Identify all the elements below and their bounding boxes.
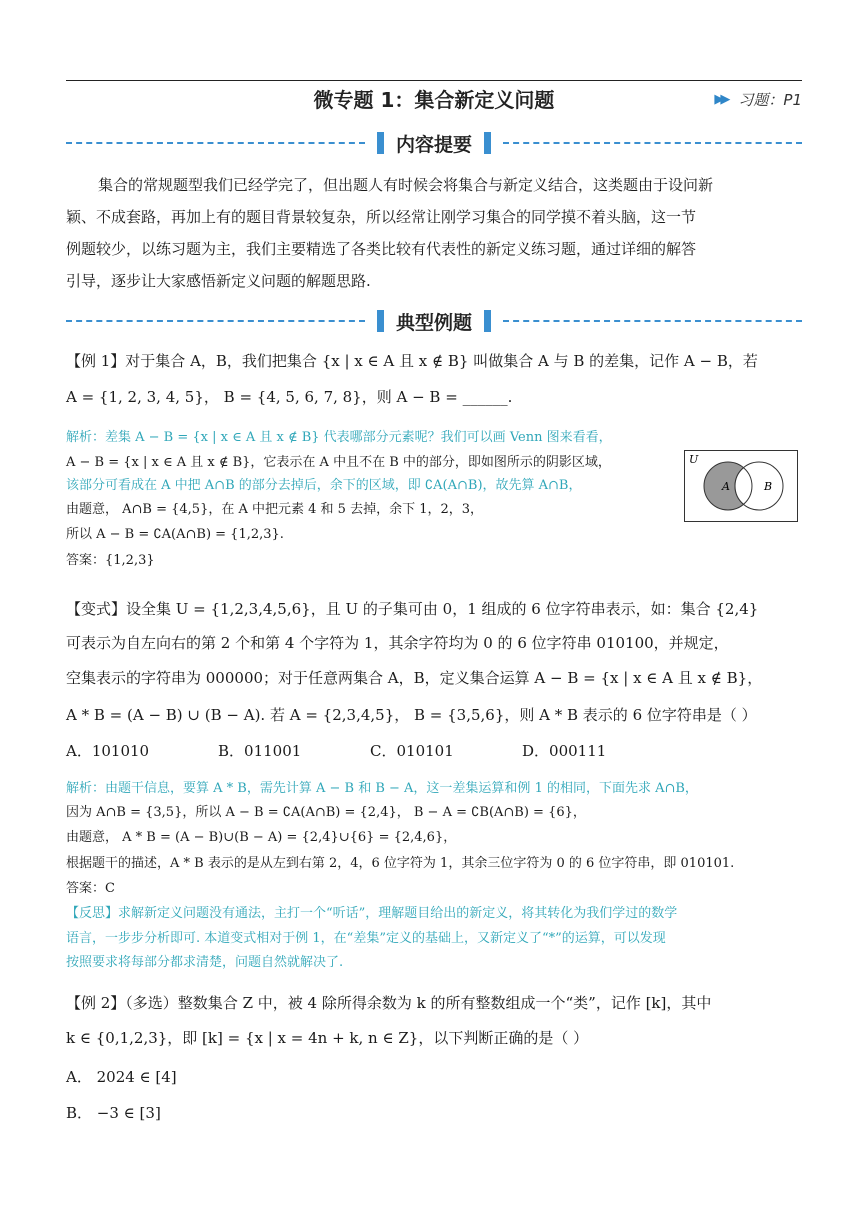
venn-label-b: B: [764, 480, 773, 493]
variant-option-a: A．101010: [66, 742, 150, 760]
reflection-line: 语言，一步步分析即可. 本道变式相对于例 1，在“差集”定义的基础上，又新定义了“*”的运算，可以发现: [66, 931, 666, 946]
double-arrow-icon: ▶▶: [714, 92, 727, 107]
summary-line: 集合的常规题型我们已经学完了，但出题人有时候会将集合与新定义结合，这类题由于设问新: [98, 176, 714, 194]
solution1-answer: 答案：{1,2,3}: [66, 553, 155, 568]
example1-statement: 【例 1】对于集合 A，B，我们把集合 {x | x ∈ A 且 x ∉ B} 叫做集合 A 与 B 的差集，记作 A − B，若: [66, 352, 758, 370]
example2-statement: 【例 2】（多选）整数集合 Z 中，被 4 除所得余数为 k 的所有整数组成一个“类”，记作 [k]，其中: [66, 994, 712, 1012]
summary-line: 引导，逐步让大家感悟新定义问题的解题思路.: [66, 272, 371, 290]
section-title: 内容提要: [396, 133, 473, 156]
solution2-answer: 答案：C: [66, 881, 115, 896]
variant-option-b: B．011001: [218, 742, 302, 760]
variant-statement: 【变式】设全集 U = {1,2,3,4,5,6}，且 U 的子集可由 0，1 组成的 6 位字符串表示，如：集合 {2,4}: [66, 600, 759, 618]
solution1-line: 由题意， A∩B = {4,5}，在 A 中把元素 4 和 5 去掉，余下 1，2，3，: [66, 502, 484, 517]
solution2-line: 根据题干的描述，A * B 表示的是从左到右第 2，4，6 位字符为 1，其余三位字符为 0 的 6 位字符串，即 010101.: [66, 856, 735, 871]
example2-option-a: A． 2024 ∈ [4]: [66, 1068, 177, 1086]
dashed-divider: [503, 142, 802, 144]
reflection-line: 按照要求将每部分都求清楚，问题自然就解决了.: [66, 955, 344, 970]
venn-diagram: [684, 450, 798, 522]
solution1-line: A − B = {x | x ∈ A 且 x ∉ B}，它表示在 A 中且不在 B 中的部分，即如图所示的阴影区域，: [66, 455, 611, 470]
variant-statement: 可表示为自左向右的第 2 个和第 4 个字符为 1，其余字符均为 0 的 6 位字符串 010100，并规定，: [66, 634, 729, 652]
example1-statement: A = {1, 2, 3, 4, 5}， B = {4, 5, 6, 7, 8}，则 A − B = ______.: [66, 388, 513, 406]
variant-option-d: D．000111: [522, 742, 607, 760]
top-rule: [66, 80, 802, 81]
section-title: 典型例题: [396, 311, 473, 334]
exercise-reference-label: 习题：P1: [738, 91, 802, 109]
example2-statement: k ∈ {0,1,2,3}，即 [k] = {x | x = 4n + k, n ∈ Z}，以下判断正确的是（ ）: [66, 1029, 589, 1047]
page-title: 微专题 1：集合新定义问题: [313, 88, 555, 112]
reflection-line: 【反思】求解新定义问题没有通法，主打一个“听话”，理解题目给出的新定义，将其转化为我们学过的数学: [66, 906, 678, 921]
dashed-divider: [503, 320, 802, 322]
summary-line: 颖、不成套路，再加上有的题目背景较复杂，所以经常让刚学习集合的同学摸不着头脑，这一节: [66, 208, 697, 226]
solution2-line: 因为 A∩B = {3,5}，所以 A − B = ∁A(A∩B) = {2,4}， B − A = ∁B(A∩B) = {6}，: [66, 805, 586, 820]
section-bar: [484, 132, 491, 154]
variant-statement: A * B = (A − B) ∪ (B − A). 若 A = {2,3,4,5}， B = {3,5,6}，则 A * B 表示的 6 位字符串是（ ）: [66, 706, 757, 724]
solution1-line: 解析：差集 A − B = {x | x ∈ A 且 x ∉ B} 代表哪部分元素呢？我们可以画 Venn 图来看看，: [66, 430, 612, 445]
venn-label-u: U: [689, 453, 699, 466]
section-bar: [377, 310, 384, 332]
dashed-divider: [66, 142, 365, 144]
dashed-divider: [66, 320, 365, 322]
example2-option-b: B． −3 ∈ [3]: [66, 1104, 161, 1122]
solution2-line: 解析：由题干信息，要算 A * B，需先计算 A − B 和 B − A，这一差集运算和例 1 的相同，下面先求 A∩B，: [66, 781, 698, 796]
solution2-line: 由题意， A * B = (A − B)∪(B − A) = {2,4}∪{6} = {2,4,6}，: [66, 830, 457, 845]
section-bar: [377, 132, 384, 154]
solution1-line: 所以 A − B = ∁A(A∩B) = {1,2,3}.: [66, 527, 284, 542]
variant-option-c: C．010101: [370, 742, 454, 760]
summary-line: 例题较少，以练习题为主，我们主要精选了各类比较有代表性的新定义练习题，通过详细的解答: [66, 240, 697, 258]
section-header-examples: [66, 307, 802, 335]
section-header-summary: [66, 129, 802, 157]
venn-label-a: A: [722, 480, 730, 493]
section-bar: [484, 310, 491, 332]
variant-statement: 空集表示的字符串为 000000；对于任意两集合 A，B，定义集合运算 A − B = {x | x ∈ A 且 x ∉ B}，: [66, 669, 763, 687]
solution1-line: 该部分可看成在 A 中把 A∩B 的部分去掉后，余下的区域，即 ∁A(A∩B)，故先算 A∩B，: [66, 478, 582, 493]
exercise-reference: [714, 89, 802, 110]
